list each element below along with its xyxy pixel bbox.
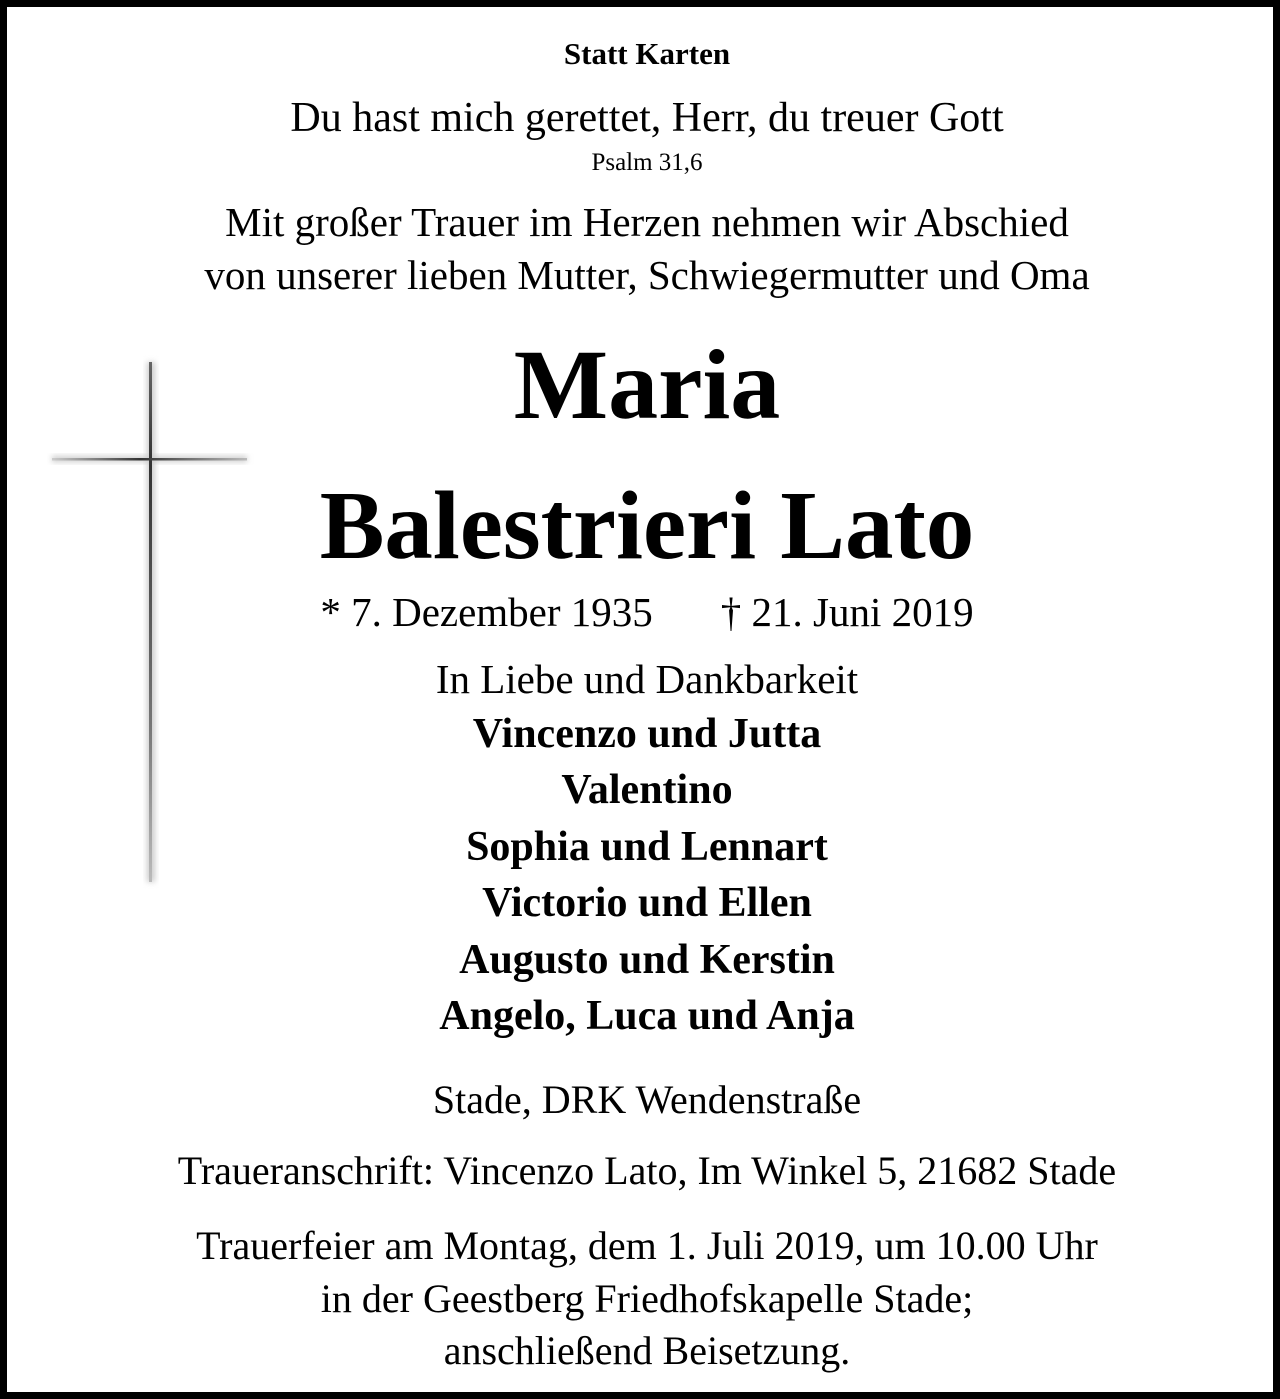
mourners-intro: In Liebe und Dankbarkeit: [435, 656, 859, 702]
ceremony-line-3: anschließend Beisetzung.: [443, 1328, 851, 1373]
verse-reference: Psalm 31,6: [591, 149, 703, 176]
mourning-address: Traueranschrift: Vincenzo Lato, Im Winkel 5, 21682 Stade: [177, 1148, 1117, 1193]
intro-line-1: Mit großer Trauer im Herzen nehmen wir Abschied: [225, 199, 1069, 245]
statt-karten-heading: Statt Karten: [563, 36, 731, 71]
mourner-name: Angelo, Luca und Anja: [439, 993, 855, 1039]
mourner-name: Sophia und Lennart: [466, 824, 828, 870]
ceremony-line-1: Trauerfeier am Montag, dem 1. Juli 2019, um 10.00 Uhr: [196, 1223, 1098, 1268]
ceremony-line-2: in der Geestberg Friedhofskapelle Stade;: [320, 1276, 974, 1321]
deceased-last-name: Balestrieri Lato: [319, 472, 975, 579]
life-dates: [7, 589, 1280, 635]
mourner-name: Vincenzo und Jutta: [472, 711, 822, 757]
deceased-first-name: Maria: [513, 329, 781, 440]
bible-verse: Du hast mich gerettet, Herr, du treuer Gott: [290, 95, 1004, 141]
mourner-name: Valentino: [561, 767, 733, 813]
birth-date: * 7. Dezember 1935: [320, 589, 653, 635]
intro-line-2: von unserer lieben Mutter, Schwiegermutter und Oma: [204, 252, 1090, 298]
death-date: † 21. Juni 2019: [720, 589, 974, 635]
mourner-name: Victorio und Ellen: [482, 880, 812, 926]
residence: Stade, DRK Wendenstraße: [432, 1077, 862, 1122]
mourner-name: Augusto und Kerstin: [459, 937, 835, 983]
